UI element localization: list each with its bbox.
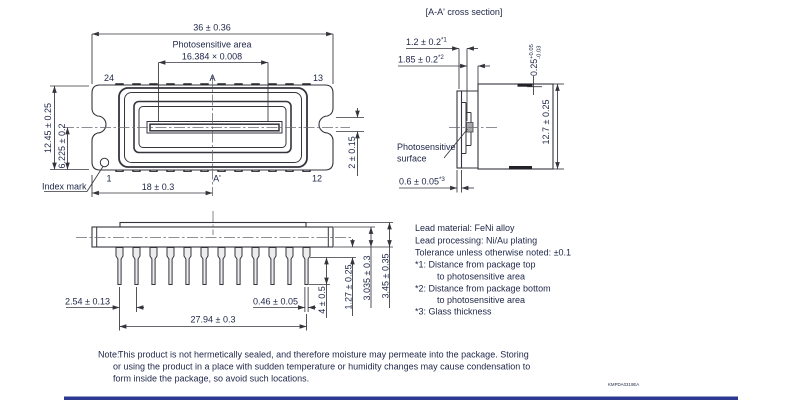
dim-body-height: 3.035 ± 0.3 [362,255,372,301]
dim-lead-pitch: 2.54 ± 0.13 [65,296,110,307]
section-chip-bottom [509,166,532,169]
dim-section-height: 12.7 ± 0.25 [541,99,551,145]
spec-line: Tolerance unless otherwise noted: ±0.1 [415,247,572,258]
spec-line: *3: Glass thickness [415,306,492,317]
index-mark-label: Index mark [42,181,87,192]
dim-lead-span: 27.94 ± 0.3 [190,314,236,325]
surface-label-line1: Photosensitive [397,142,456,152]
lead-2 [133,248,140,285]
dim-top-to-area: $1.2 \pm 0.2^{*1}$ [406,36,447,47]
dim-lead-width: 0.46 ± 0.05 [253,296,298,307]
dim-pin1-to-center: 18 ± 0.3 [141,182,175,192]
section-a-prime-label: A' [213,173,221,184]
dim-notch: 2 ± 0.15 [347,136,357,169]
bottom-note [98,350,530,384]
spec-line-indent: to photosensitive area [437,295,526,305]
section-a-label: A [209,73,216,83]
leads [116,248,310,285]
lead-3 [150,248,157,285]
dim-window-thickness: $0.25^{+0.05}-0.03$ [529,44,543,76]
pin-1-label: 1 [106,173,112,184]
note-line: This product is not hermetically sealed, and therefore moisture may permeate into the package. Storing [118,349,529,360]
lead-11 [286,248,293,285]
dim-lead-length: 4 ± 0.5 [317,286,327,314]
spec-line: *1: Distance from package top [415,259,536,270]
dim-package-width: 36 ± 0.36 [193,22,231,33]
lead-10 [269,248,276,285]
spec-line: Lead processing: Ni/Au plating [415,235,538,246]
dim-glass-thickness: $0.6 \pm 0.05^{*3}$ [399,176,445,187]
section-chip-top [518,84,533,87]
lead-8 [235,248,242,285]
pin-13-label: 13 [312,73,324,83]
note-line: or using the product in a place with sudden temperature or humidity changes may cause condensation to [113,361,531,372]
spec-line-indent: to photosensitive area [437,271,526,282]
side-body [92,227,333,247]
pin-12-label: 12 [311,173,323,184]
dim-package-height: 12.45 ± 0.25 [43,103,53,153]
side-view [65,211,393,331]
lead-12 [303,248,310,285]
top-view [42,23,364,198]
lead-7 [218,248,225,285]
dim-photosensitive-area: 16.384 × 0.008 [181,51,243,62]
pin-24-label: 24 [103,73,115,83]
lead-5 [184,248,191,285]
dim-half-height: 6.225 ± 0.2 [57,123,67,169]
surface-label-line2: surface [397,153,427,164]
lead-9 [252,248,259,285]
dim-standoff: 1.27 ± 0.25 [343,264,354,310]
dim-bottom-to-area: $1.85 \pm 0.2^{*2}$ [398,54,444,65]
drawing-code: KMPDA0319EA [608,382,640,387]
cross-section-view [397,7,564,193]
spec-line: *2: Distance from package bottom [415,283,551,294]
spec-line: Lead material: FeNi alloy [415,223,515,233]
lead-1 [116,248,123,285]
spec-notes [415,223,571,317]
note-label: Note: [98,349,120,360]
dim-total-height: 3.45 ± 0.35 [380,253,391,299]
footer-accent-bar [64,397,738,400]
lead-6 [201,248,208,285]
note-line: form inside the package, so avoid such locations. [113,373,310,384]
section-glass-window [457,91,462,168]
cross-section-title: [A-A' cross section] [425,7,503,17]
lead-4 [167,248,174,285]
photosensitive-area-label: Photosensitive area [172,39,252,50]
